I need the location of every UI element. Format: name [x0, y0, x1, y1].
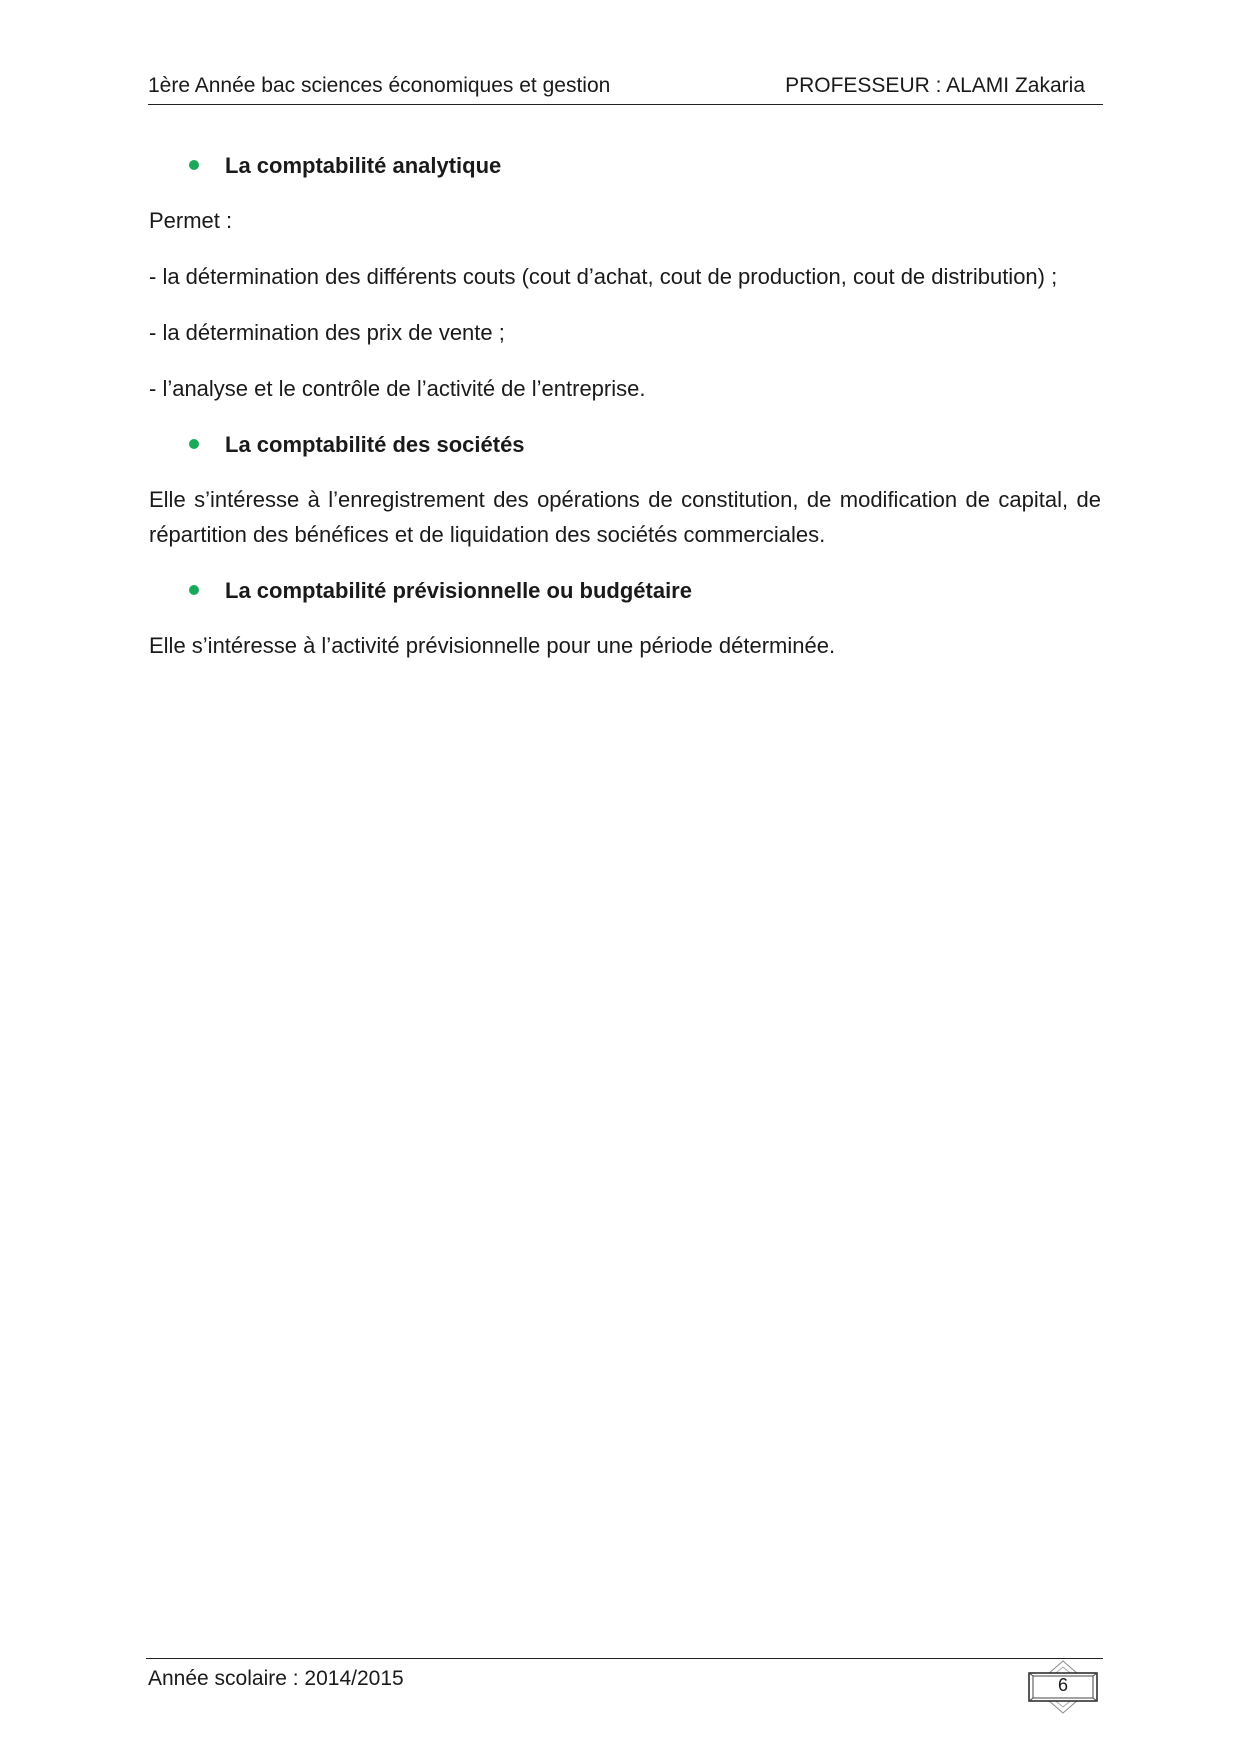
header-course-title: 1ère Année bac sciences économiques et gestion [148, 74, 611, 97]
paragraph: - la détermination des différents couts (cout d’achat, cout de production, cout de distribution) ; [149, 264, 1058, 289]
page-header [148, 74, 1103, 105]
section-title-analytique: La comptabilité analytique [149, 148, 1101, 183]
footer-school-year: Année scolaire : 2014/2015 [148, 1667, 404, 1690]
paragraph: - l’analyse et le contrôle de l’activité de l’entreprise. [149, 376, 646, 401]
header-teacher: PROFESSEUR : ALAMI Zakaria [785, 74, 1085, 97]
bullet-icon [189, 439, 199, 449]
page-number-badge [1027, 1659, 1099, 1715]
section-title-societes: La comptabilité des sociétés [149, 427, 1101, 462]
paragraph: Elle s’intéresse à l’enregistrement des opérations de constitution, de modification de capital, de répartition des bénéfices et de liquidation des sociétés commerciales. [149, 487, 1101, 547]
bullet-icon [189, 585, 199, 595]
document-body [149, 148, 1101, 684]
paragraph: - la détermination des prix de vente ; [149, 320, 505, 345]
page-footer [146, 1658, 1103, 1709]
paragraph: Elle s’intéresse à l’activité prévisionnelle pour une période déterminée. [149, 633, 836, 658]
page-number: 6 [1057, 1675, 1068, 1695]
section-title-previsionnelle: La comptabilité prévisionnelle ou budgétaire [149, 573, 1101, 608]
paragraph: Permet : [149, 208, 233, 233]
bullet-icon [189, 160, 199, 170]
